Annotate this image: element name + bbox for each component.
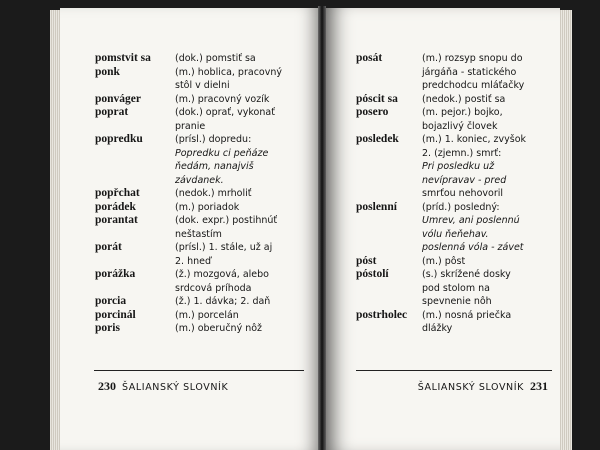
entry-headword: poprat — [95, 106, 129, 118]
entry-headword: popredku — [95, 133, 143, 145]
entry-headword: popřchat — [95, 187, 140, 199]
dictionary-entry — [95, 214, 309, 241]
entry-headword: porát — [95, 241, 122, 253]
dictionary-entry — [95, 93, 309, 107]
entry-headword: poslenní — [356, 200, 397, 213]
dictionary-entry — [95, 322, 309, 336]
entry-definition — [422, 93, 552, 107]
dictionary-entry — [95, 187, 309, 201]
dictionary-entry — [95, 66, 309, 93]
entry-headword: porcia — [95, 295, 127, 307]
definition-line: (m.) pracovný vozík — [175, 93, 270, 105]
page-number: 230 — [98, 379, 116, 393]
entry-headword: pomstvit sa — [95, 52, 151, 64]
right-page-footer — [356, 370, 552, 401]
dictionary-entry — [95, 201, 309, 215]
entry-headword: posledek — [356, 133, 399, 145]
dictionary-entry — [95, 52, 309, 66]
definition-line: (m.) poriadok — [175, 201, 240, 213]
entry-headword: posero — [356, 106, 389, 118]
entry-definition — [422, 255, 552, 269]
definition-line: neštastím — [175, 228, 222, 240]
entry-definition — [175, 66, 309, 93]
entry-headword: porážka — [95, 268, 136, 280]
definition-line: pranie — [175, 120, 206, 132]
entry-definition — [422, 106, 552, 133]
entry-headword: ponk — [95, 65, 120, 78]
definition-line: (nedok.) postiť sa — [422, 93, 506, 105]
definition-line: pod stolom na — [422, 282, 490, 294]
definition-line: járgáňa - statického — [422, 66, 517, 78]
definition-line: (dok. expr.) postihnúť — [175, 215, 278, 226]
dictionary-entry — [95, 268, 309, 295]
left-entries-list — [95, 52, 309, 336]
definition-line: nevípravav - pred — [422, 174, 507, 186]
definition-line: (m.) 1. koniec, zvyšok — [422, 134, 527, 145]
definition-line: (dok.) pomstiť sa — [175, 53, 256, 64]
entry-definition — [422, 309, 552, 336]
definition-line: (m.) nosná priečka — [422, 309, 512, 321]
entry-definition — [175, 52, 309, 66]
definition-line: (m.) rozsyp snopu do — [422, 53, 523, 64]
left-page — [60, 8, 322, 450]
running-title: ŠALIANSKÝ SLOVNÍK — [122, 382, 229, 393]
definition-line: ňedám, nanajviš — [175, 161, 254, 172]
definition-line: smrťou nehovoril — [422, 188, 504, 199]
left-page-footer — [94, 370, 304, 401]
definition-line: spevnenie nôh — [422, 296, 492, 307]
dictionary-entry — [95, 241, 309, 268]
definition-line: (dok.) oprať, vykonať — [175, 107, 275, 118]
entry-definition — [175, 93, 309, 107]
entry-definition — [422, 52, 552, 93]
entry-definition — [175, 106, 309, 133]
dictionary-entry — [356, 93, 552, 107]
entry-definition — [175, 133, 309, 187]
definition-line: bojazlivý človek — [422, 120, 498, 132]
definition-line: Popredku ci peňáze — [175, 147, 269, 159]
page-number: 231 — [530, 379, 548, 393]
book-gutter — [318, 6, 326, 450]
entry-headword: porantat — [95, 214, 138, 226]
definition-line: (ž.) mozgová, alebo — [175, 269, 269, 280]
definition-line: (nedok.) mrholiť — [175, 188, 252, 199]
definition-line: 2. (zjemn.) smrť: — [422, 147, 502, 159]
dictionary-entry — [356, 268, 552, 309]
definition-line: Umrev, ani poslennú — [422, 215, 520, 226]
definition-line: (m.) hoblica, pracovný — [175, 66, 282, 78]
entry-headword: porádek — [95, 200, 136, 213]
right-page-edges — [560, 10, 572, 450]
entry-definition — [175, 309, 309, 323]
entry-headword: ponváger — [95, 92, 141, 105]
dictionary-entry — [356, 309, 552, 336]
entry-headword: poris — [95, 322, 120, 334]
entry-definition — [175, 214, 309, 241]
dictionary-entry — [95, 295, 309, 309]
definition-line: 2. hneď — [175, 255, 212, 267]
entry-definition — [422, 201, 552, 255]
entry-headword: posát — [356, 52, 383, 64]
definition-line: (prísl.) dopredu: — [175, 134, 252, 145]
right-entries-list — [356, 52, 552, 336]
definition-line: závdanek. — [175, 174, 224, 186]
entry-definition — [175, 295, 309, 309]
entry-definition — [175, 241, 309, 268]
definition-line: (m.) porcelán — [175, 309, 239, 321]
entry-definition — [175, 322, 309, 336]
definition-line: poslenná vóla - závet — [422, 242, 524, 253]
definition-line: srdcová príhoda — [175, 282, 252, 294]
entry-definition — [422, 133, 552, 201]
running-title: ŠALIANSKÝ SLOVNÍK — [417, 382, 524, 393]
entry-definition — [422, 268, 552, 309]
definition-line: vólu ňeňehav. — [422, 228, 489, 240]
definition-line: (prísl.) 1. stále, už aj — [175, 242, 273, 253]
definition-line: (príd.) posledný: — [422, 201, 500, 213]
entry-headword: póscit sa — [356, 92, 398, 105]
entry-headword: póst — [356, 254, 377, 267]
dictionary-entry — [356, 106, 552, 133]
right-page — [322, 8, 560, 450]
definition-line: (m.) pôst — [422, 255, 466, 267]
definition-line: (m. pejor.) bojko, — [422, 107, 503, 118]
entry-definition — [175, 268, 309, 295]
dictionary-entry — [356, 201, 552, 255]
dictionary-entry — [95, 106, 309, 133]
entry-definition — [175, 201, 309, 215]
entry-headword: postrholec — [356, 308, 408, 321]
definition-line: Pri posledku už — [422, 161, 495, 172]
left-page-edges — [50, 10, 60, 450]
definition-line: (s.) skrížené dosky — [422, 269, 511, 280]
entry-headword: póstolí — [356, 268, 389, 280]
dictionary-entry — [356, 133, 552, 201]
entry-headword: porcinál — [95, 308, 136, 321]
definition-line: (m.) oberučný nôž — [175, 323, 263, 334]
dictionary-entry — [95, 309, 309, 323]
entry-definition — [175, 187, 309, 201]
dictionary-entry — [356, 52, 552, 93]
definition-line: predchodcu mláťačky — [422, 80, 525, 91]
definition-line: stôl v dielni — [175, 80, 230, 91]
dictionary-entry — [95, 133, 309, 187]
definition-line: (ž.) 1. dávka; 2. daň — [175, 296, 271, 307]
dictionary-entry — [356, 255, 552, 269]
definition-line: dlážky — [422, 323, 453, 334]
